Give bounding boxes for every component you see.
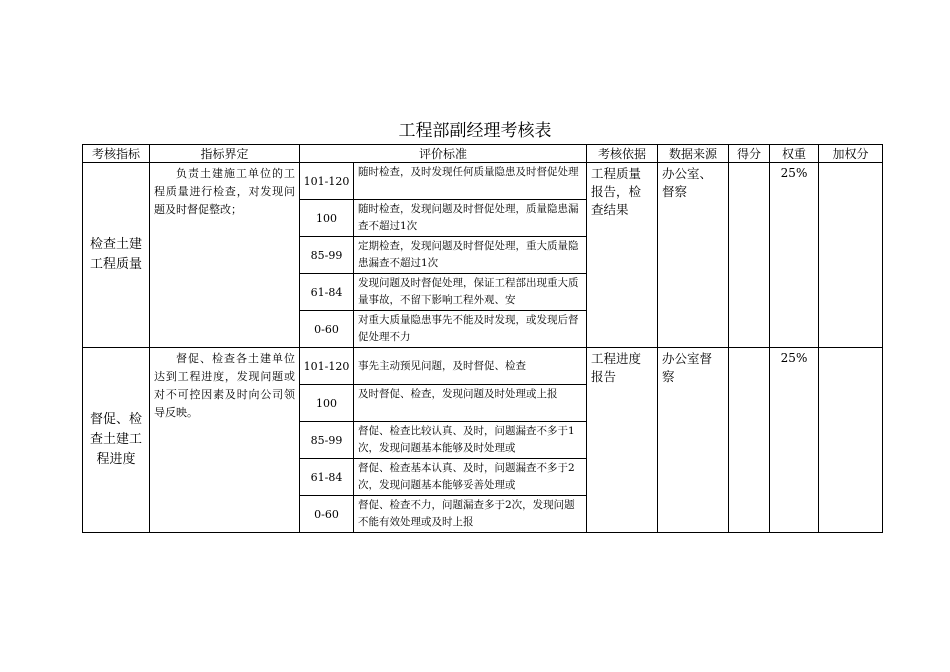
indicator-cell: 督促、检查土建工程进度 — [83, 348, 150, 533]
table-row — [83, 348, 883, 385]
criteria-score: 101-120 — [300, 348, 354, 385]
criteria-score: 100 — [300, 385, 354, 422]
table-row — [83, 163, 883, 200]
criteria-text: 发现问题及时督促处理，保证工程部出现重大质量事故，不留下影响工程外观、安 — [354, 274, 587, 311]
header-weighted: 加权分 — [819, 145, 883, 163]
header-row — [83, 145, 883, 163]
criteria-score: 0-60 — [300, 496, 354, 533]
header-basis: 考核依据 — [587, 145, 658, 163]
score-cell[interactable] — [729, 163, 770, 348]
criteria-text: 督促、检查比较认真、及时，问题漏查不多于1次，发现问题基本能够及时处理或 — [354, 422, 587, 459]
criteria-score: 85-99 — [300, 422, 354, 459]
weight-cell: 25% — [770, 163, 819, 348]
criteria-score: 0-60 — [300, 311, 354, 348]
page-title: 工程部副经理考核表 — [398, 121, 552, 141]
criteria-score: 85-99 — [300, 237, 354, 274]
header-definition: 指标界定 — [150, 145, 300, 163]
criteria-text: 事先主动预见问题，及时督促、检查 — [354, 348, 587, 385]
criteria-text: 定期检查，发现问题及时督促处理，重大质量隐患漏查不超过1次 — [354, 237, 587, 274]
weight-cell: 25% — [770, 348, 819, 533]
criteria-text: 随时检查，及时发现任何质量隐患及时督促处理 — [354, 163, 587, 200]
criteria-text: 及时督促、检查，发现问题及时处理或上报 — [354, 385, 587, 422]
assessment-table — [82, 144, 883, 533]
criteria-text: 督促、检查基本认真、及时，问题漏查不多于2次，发现问题基本能够妥善处理或 — [354, 459, 587, 496]
header-score: 得分 — [729, 145, 770, 163]
basis-cell: 工程质量报告，检查结果 — [587, 163, 658, 348]
basis-cell: 工程进度报告 — [587, 348, 658, 533]
criteria-score: 61-84 — [300, 459, 354, 496]
score-cell[interactable] — [729, 348, 770, 533]
criteria-text: 督促、检查不力，问题漏查多于2次，发现问题不能有效处理或及时上报 — [354, 496, 587, 533]
header-source: 数据来源 — [658, 145, 729, 163]
weighted-score-cell[interactable] — [819, 163, 883, 348]
weighted-score-cell[interactable] — [819, 348, 883, 533]
header-weight: 权重 — [770, 145, 819, 163]
criteria-text: 随时检查，发现问题及时督促处理，质量隐患漏查不超过1次 — [354, 200, 587, 237]
definition-cell: 督促、检查各土建单位达到工程进度，发现问题或对不可控因素及时向公司领导反映。 — [150, 348, 300, 533]
definition-cell: 负责土建施工单位的工程质量进行检查，对发现问题及时督促整改； — [150, 163, 300, 348]
source-cell: 办公室督察 — [658, 348, 729, 533]
criteria-text: 对重大质量隐患事先不能及时发现，或发现后督促处理不力 — [354, 311, 587, 348]
header-indicator: 考核指标 — [83, 145, 150, 163]
criteria-score: 61-84 — [300, 274, 354, 311]
criteria-score: 100 — [300, 200, 354, 237]
source-cell: 办公室、督察 — [658, 163, 729, 348]
indicator-cell: 检查土建工程质量 — [83, 163, 150, 348]
header-standard: 评价标准 — [300, 145, 587, 163]
criteria-score: 101-120 — [300, 163, 354, 200]
